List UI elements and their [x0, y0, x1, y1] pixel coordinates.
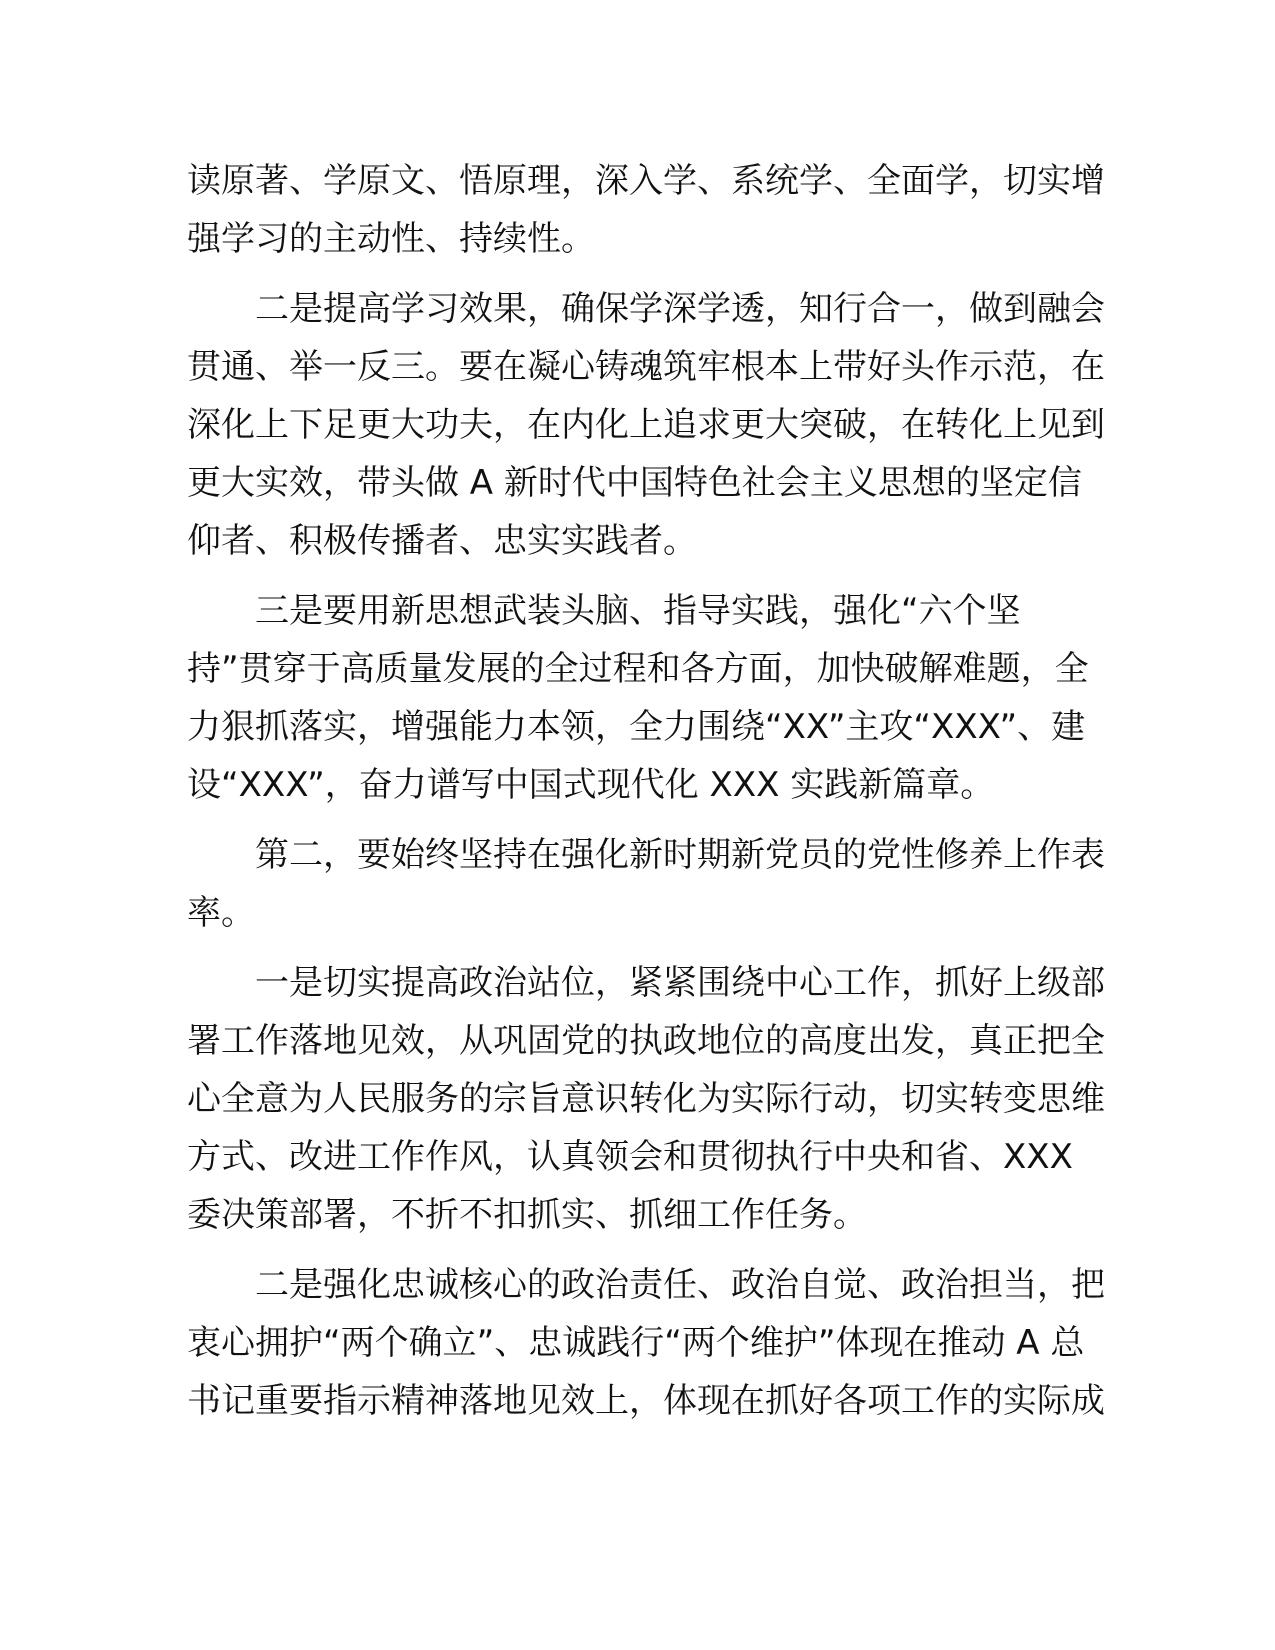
text-line: 二是强化忠诚核心的政治责任、政治自觉、政治担当，把	[255, 1265, 1105, 1305]
text-line: 深化上下足更大功夫，在内化上追求更大突破，在转化上见到	[187, 405, 1105, 445]
text-line: 署工作落地见效，从巩固党的执政地位的高度出发，真正把全	[187, 1021, 1105, 1061]
text-line: 第二，要始终坚持在强化新时期新党员的党性修养上作表	[255, 835, 1105, 875]
document-body	[187, 152, 1105, 1442]
text-line: 一是切实提高政治站位，紧紧围绕中心工作，抓好上级部	[255, 963, 1105, 1003]
text-line: 持”贯穿于高质量发展的全过程和各方面，加快破解难题，全	[187, 649, 1089, 689]
text-line: 三是要用新思想武装头脑、指导实践，强化“六个坚	[255, 591, 1021, 631]
text-line: 读原著、学原文、悟原理，深入学、系统学、全面学，切实增	[187, 161, 1105, 201]
text-line: 书记重要指示精神落地见效上，体现在抓好各项工作的实际成	[187, 1381, 1105, 1421]
paragraph	[187, 582, 1092, 814]
text-line: 委决策部署，不折不扣抓实、抓细工作任务。	[187, 1195, 867, 1235]
paragraph	[187, 280, 1105, 570]
text-line: 心全意为人民服务的宗旨意识转化为实际行动，切实转变思维	[187, 1079, 1105, 1119]
text-line: 力狠抓落实，增强能力本领，全力围绕“XX”主攻“XXX”、建	[187, 707, 1086, 747]
text-line: 强学习的主动性、持续性。	[187, 219, 595, 259]
text-line: 贯通、举一反三。要在凝心铸魂筑牢根本上带好头作示范，在	[187, 347, 1105, 387]
text-line: 仰者、积极传播者、忠实实践者。	[187, 521, 697, 561]
section-heading-paragraph	[187, 826, 1105, 942]
text-line: 衷心拥护“两个确立”、忠诚践行“两个维护”体现在推动 A 总	[187, 1323, 1085, 1363]
text-line: 率。	[187, 893, 255, 933]
paragraph	[187, 1256, 1105, 1430]
text-line: 二是提高学习效果，确保学深学透，知行合一，做到融会	[255, 289, 1105, 329]
text-line: 方式、改进工作作风，认真领会和贯彻执行中央和省、XXX	[187, 1137, 1073, 1177]
paragraph	[187, 954, 1105, 1244]
text-line: 更大实效，带头做 A 新时代中国特色社会主义思想的坚定信	[187, 463, 1082, 503]
paragraph	[187, 152, 1105, 268]
text-line: 设“XXX”，奋力谱写中国式现代化 XXX 实践新篇章。	[187, 765, 995, 805]
